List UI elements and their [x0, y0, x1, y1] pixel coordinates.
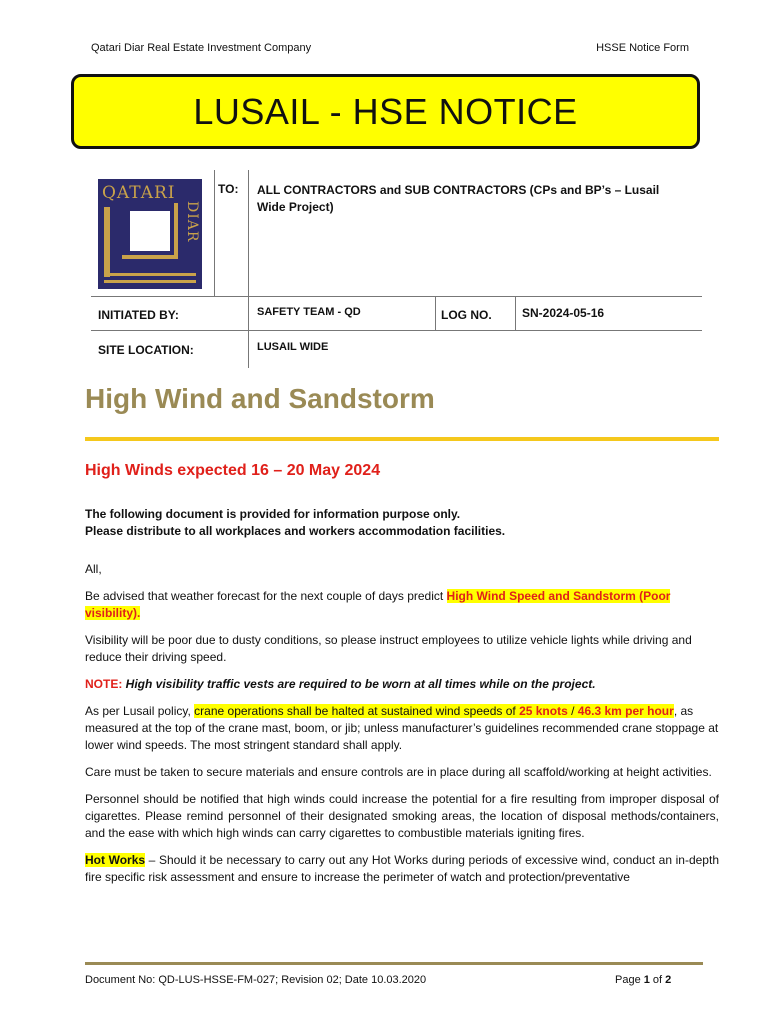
- notice-title: High Wind and Sandstorm: [85, 383, 435, 414]
- document-info: Document No: QD-LUS-HSSE-FM-027; Revision 02; Date 10.03.2020: [85, 974, 427, 986]
- intro-line-2: Please distribute to all workplaces and workers accommodation facilities.: [85, 524, 506, 538]
- log-no-value: SN-2024-05-16: [522, 306, 605, 320]
- forecast-text: Be advised that weather forecast for the next couple of days predict: [85, 589, 447, 603]
- table-divider: [248, 296, 249, 368]
- page-prefix: Page: [615, 974, 644, 986]
- greeting: All,: [85, 562, 102, 576]
- company-name: Qatari Diar Real Estate Investment Company: [91, 42, 312, 54]
- paragraph-cigarettes: Personnel should be notified that high winds could increase the potential for a fire resulting from improper disposal of cigarettes. Please remind personnel of their designated smoking areas, the location of disposal methods/containers, and the ease with which high winds can carry cigarettes to combustible materials igniting fires.: [85, 792, 719, 840]
- form-name: HSSE Notice Form: [596, 42, 689, 54]
- table-divider: [91, 330, 702, 331]
- initiated-by-label: INITIATED BY:: [98, 308, 179, 322]
- page-current: 1: [643, 974, 650, 986]
- intro-text: [85, 506, 705, 540]
- title-divider: [85, 437, 719, 441]
- notice-body: [85, 561, 719, 896]
- intro-line-1: The following document is provided for information purpose only.: [85, 507, 461, 521]
- paragraph-crane: [85, 703, 719, 754]
- logo-text-qatari: QATARI: [102, 183, 176, 203]
- crane-intro: As per Lusail policy,: [85, 704, 195, 718]
- paragraph-note: [85, 676, 719, 693]
- logo-arabic-script-vertical: [104, 207, 110, 277]
- crane-slash: /: [567, 704, 578, 718]
- forecast-highlight: High Wind Speed and Sandstorm (Poor visibility).: [85, 589, 671, 620]
- page-of: of: [649, 974, 666, 986]
- notice-subtitle: High Winds expected 16 – 20 May 2024: [85, 462, 381, 479]
- paragraph-forecast: [85, 588, 719, 622]
- logo-cell: [91, 170, 215, 296]
- to-value: ALL CONTRACTORS and SUB CONTRACTORS (CPs and BP’s – Lusail Wide Project): [257, 183, 660, 214]
- paragraph-scaffold: Care must be taken to secure materials and ensure controls are in place during all scaffold/working at height activities.: [85, 765, 712, 779]
- log-no-label: LOG NO.: [441, 308, 492, 322]
- table-divider: [515, 296, 516, 330]
- notice-banner: LUSAIL - HSE NOTICE: [71, 74, 700, 149]
- qatari-diar-logo-icon: [98, 179, 202, 289]
- wind-speed-knots: 25 knots: [519, 704, 568, 718]
- site-location-label: SITE LOCATION:: [98, 343, 194, 357]
- logo-arabic-script: [104, 273, 196, 283]
- paragraph-visibility: Visibility will be poor due to dusty conditions, so please instruct employees to utilize vehicle lights while driving and reduce their driving speed.: [85, 633, 692, 664]
- table-divider: [248, 170, 249, 296]
- note-label: NOTE:: [85, 677, 123, 691]
- initiated-by-value: SAFETY TEAM - QD: [257, 306, 361, 318]
- footer-divider: [85, 962, 703, 965]
- table-divider: [435, 296, 436, 330]
- logo-text-diar: DIAR: [184, 201, 200, 243]
- page-total: 2: [665, 974, 672, 986]
- crane-highlight: crane operations shall be halted at sustained wind speeds of: [194, 704, 520, 718]
- site-location-value: LUSAIL WIDE: [257, 341, 329, 353]
- crane-text: , as measured at the top of the crane mast, boom, or jib; unless manufacturer’s guidelines recommended crane stoppage at lower wind speeds. The most stringent standard shall apply.: [85, 704, 719, 752]
- hot-works-label: Hot Works: [85, 853, 146, 867]
- wind-speed-kmh: 46.3 km per hour: [577, 704, 674, 718]
- info-table: [91, 170, 702, 370]
- paragraph-hot-works: [85, 852, 719, 886]
- logo-square: [130, 211, 170, 251]
- note-text: High visibility traffic vests are required to be worn at all times while on the project.: [122, 677, 596, 691]
- hot-works-text: – Should it be necessary to carry out any Hot Works during periods of excessive wind, conduct an in-depth fire specific risk assessment and ensure to increase the perimeter of watch and protection/preventative: [85, 853, 719, 884]
- table-divider: [91, 296, 702, 297]
- to-label: TO:: [218, 182, 239, 196]
- page-number: [615, 974, 671, 986]
